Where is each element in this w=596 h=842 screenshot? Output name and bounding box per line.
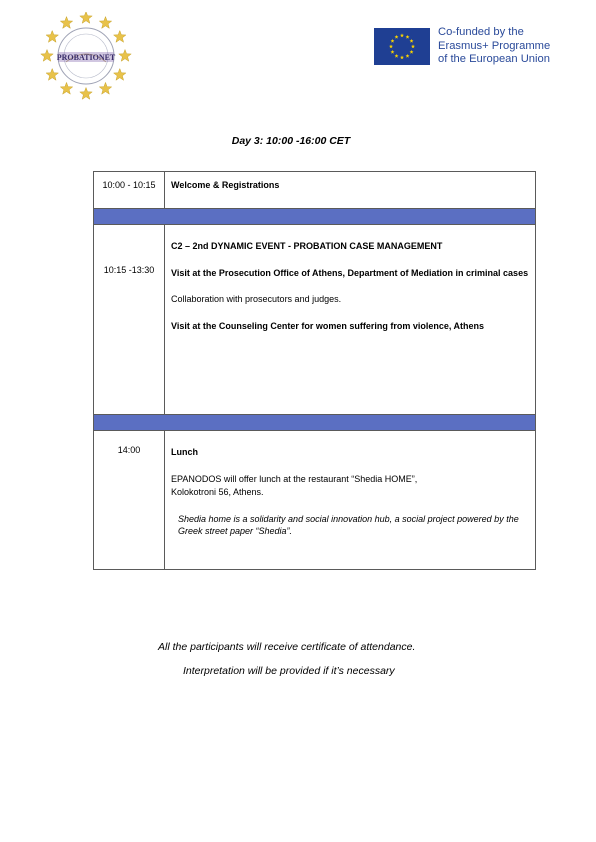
row3-time: 14:00: [117, 445, 141, 455]
row2-title: C2 – 2nd DYNAMIC EVENT - PROBATION CASE MANAGEMENT: [171, 241, 443, 251]
eu-erasmus-logo: [374, 28, 564, 68]
logo-star-icon: [114, 69, 126, 81]
column-divider: [164, 172, 165, 208]
section-band: [94, 415, 535, 430]
eu-flag-icon: [374, 28, 430, 65]
column-divider: [164, 431, 165, 569]
row1-time: 10:00 - 10:15: [102, 180, 156, 190]
row2-visit1-desc: Collaboration with prosecutors and judges.: [171, 294, 342, 304]
eu-line-3: of the European Union: [438, 53, 550, 65]
logo-star-icon: [46, 31, 58, 43]
row3-line1: EPANODOS will offer lunch at the restaurant “Shedia HOME”,: [171, 474, 418, 484]
day-title: Day 3: 10:00 -16:00 CET: [231, 135, 351, 147]
row-divider: [94, 430, 535, 431]
logo-wordmark: PROBATIONET: [56, 53, 116, 62]
logo-star-icon: [80, 12, 92, 23]
footer-certificate: All the participants will receive certificate of attendance.: [158, 641, 416, 653]
footer-interpretation: Interpretation will be provided if it’s necessary: [183, 665, 395, 677]
schedule-table: [93, 171, 536, 570]
logo-star-icon: [41, 50, 53, 62]
row2-time: 10:15 -13:30: [103, 265, 155, 275]
section-band: [94, 209, 535, 224]
row3-title: Lunch: [171, 447, 198, 457]
column-divider: [164, 225, 165, 414]
row3-note: Shedia home is a solidarity and social innovation hub, a social project powered by the Greek street paper “Shedia”.: [178, 514, 519, 536]
logo-star-icon: [119, 50, 131, 62]
logo-star-icon: [46, 69, 58, 81]
logo-star-icon: [80, 88, 92, 100]
probationet-logo: [40, 12, 132, 100]
logo-star-icon: [99, 82, 111, 94]
row1-title: Welcome & Registrations: [171, 180, 280, 190]
eu-funding-text: [438, 26, 568, 67]
row2-visit2: Visit at the Counseling Center for women suffering from violence, Athens: [171, 321, 485, 331]
logo-star-icon: [60, 82, 72, 94]
row-divider: [94, 224, 535, 225]
eu-line-2: Erasmus+ Programme: [438, 39, 551, 52]
logo-star-icon: [114, 31, 126, 43]
eu-line-1: Co-funded by the: [438, 26, 524, 38]
logo-star-icon: [99, 17, 111, 29]
row3-line2: Kolokotroni 56, Athens.: [171, 487, 264, 497]
logo-star-icon: [60, 17, 72, 29]
row2-visit1: Visit at the Prosecution Office of Athens, Department of Mediation in criminal cases: [171, 268, 529, 278]
